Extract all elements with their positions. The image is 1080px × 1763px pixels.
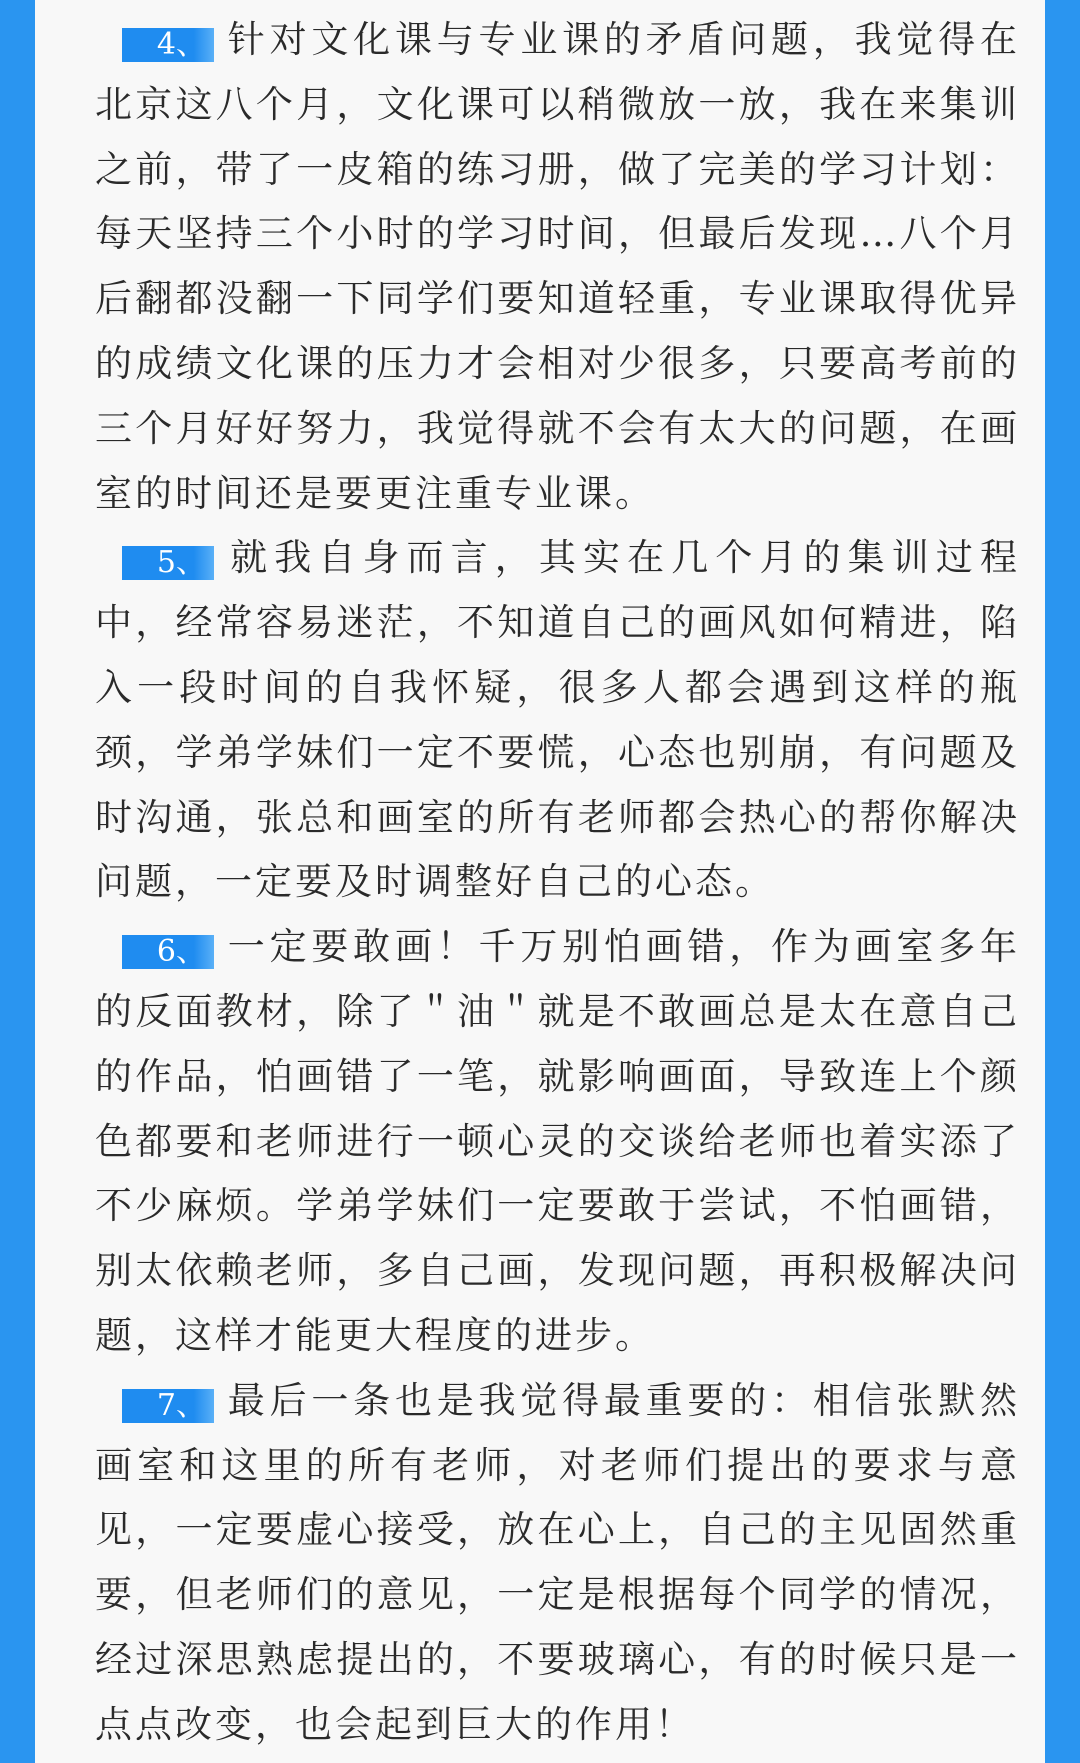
article-page (35, 0, 1045, 1763)
advice-item-5 (95, 526, 1020, 915)
article-content (95, 8, 1020, 1758)
advice-item-6 (95, 915, 1020, 1369)
advice-item-7 (95, 1369, 1020, 1758)
item-number-badge: 4、 (122, 28, 214, 62)
advice-text: 就我自身而言，其实在几个月的集训过程中，经常容易迷茫，不知道自己的画风如何精进，陷入一段时间的自我怀疑，很多人都会遇到这样的瓶颈，学弟学妹们一定不要慌，心态也别崩，有问题及时沟通，张总和画室的所有老师都会热心的帮你解决问题，一定要及时调整好自己的心态。 (95, 536, 1020, 904)
item-number-badge: 7、 (122, 1389, 214, 1423)
advice-item-4 (95, 8, 1020, 526)
advice-text: 最后一条也是我觉得最重要的：相信张默然画室和这里的所有老师，对老师们提出的要求与意见，一定要虚心接受，放在心上，自己的主见固然重要，但老师们的意见，一定是根据每个同学的情况，经过深思熟虑提出的，不要玻璃心，有的时候只是一点点改变，也会起到巨大的作用！ (95, 1378, 1020, 1746)
advice-text: 针对文化课与专业课的矛盾问题，我觉得在北京这八个月，文化课可以稍微放一放，我在来集训之前，带了一皮箱的练习册，做了完美的学习计划：每天坚持三个小时的学习时间，但最后发现…八个月后翻都没翻一下同学们要知道轻重，专业课取得优异的成绩文化课的压力才会相对少很多，只要高考前的三个月好好努力，我觉得就不会有太大的问题，在画室的时间还是要更注重专业课。 (95, 18, 1020, 515)
item-number-badge: 5、 (122, 546, 214, 580)
item-number-badge: 6、 (122, 935, 214, 969)
advice-text: 一定要敢画！千万别怕画错，作为画室多年的反面教材，除了＂油＂就是不敢画总是太在意自己的作品，怕画错了一笔，就影响画面，导致连上个颜色都要和老师进行一顿心灵的交谈给老师也着实添了不少麻烦。学弟学妹们一定要敢于尝试，不怕画错，别太依赖老师，多自己画，发现问题，再积极解决问题，这样才能更大程度的进步。 (95, 925, 1020, 1357)
